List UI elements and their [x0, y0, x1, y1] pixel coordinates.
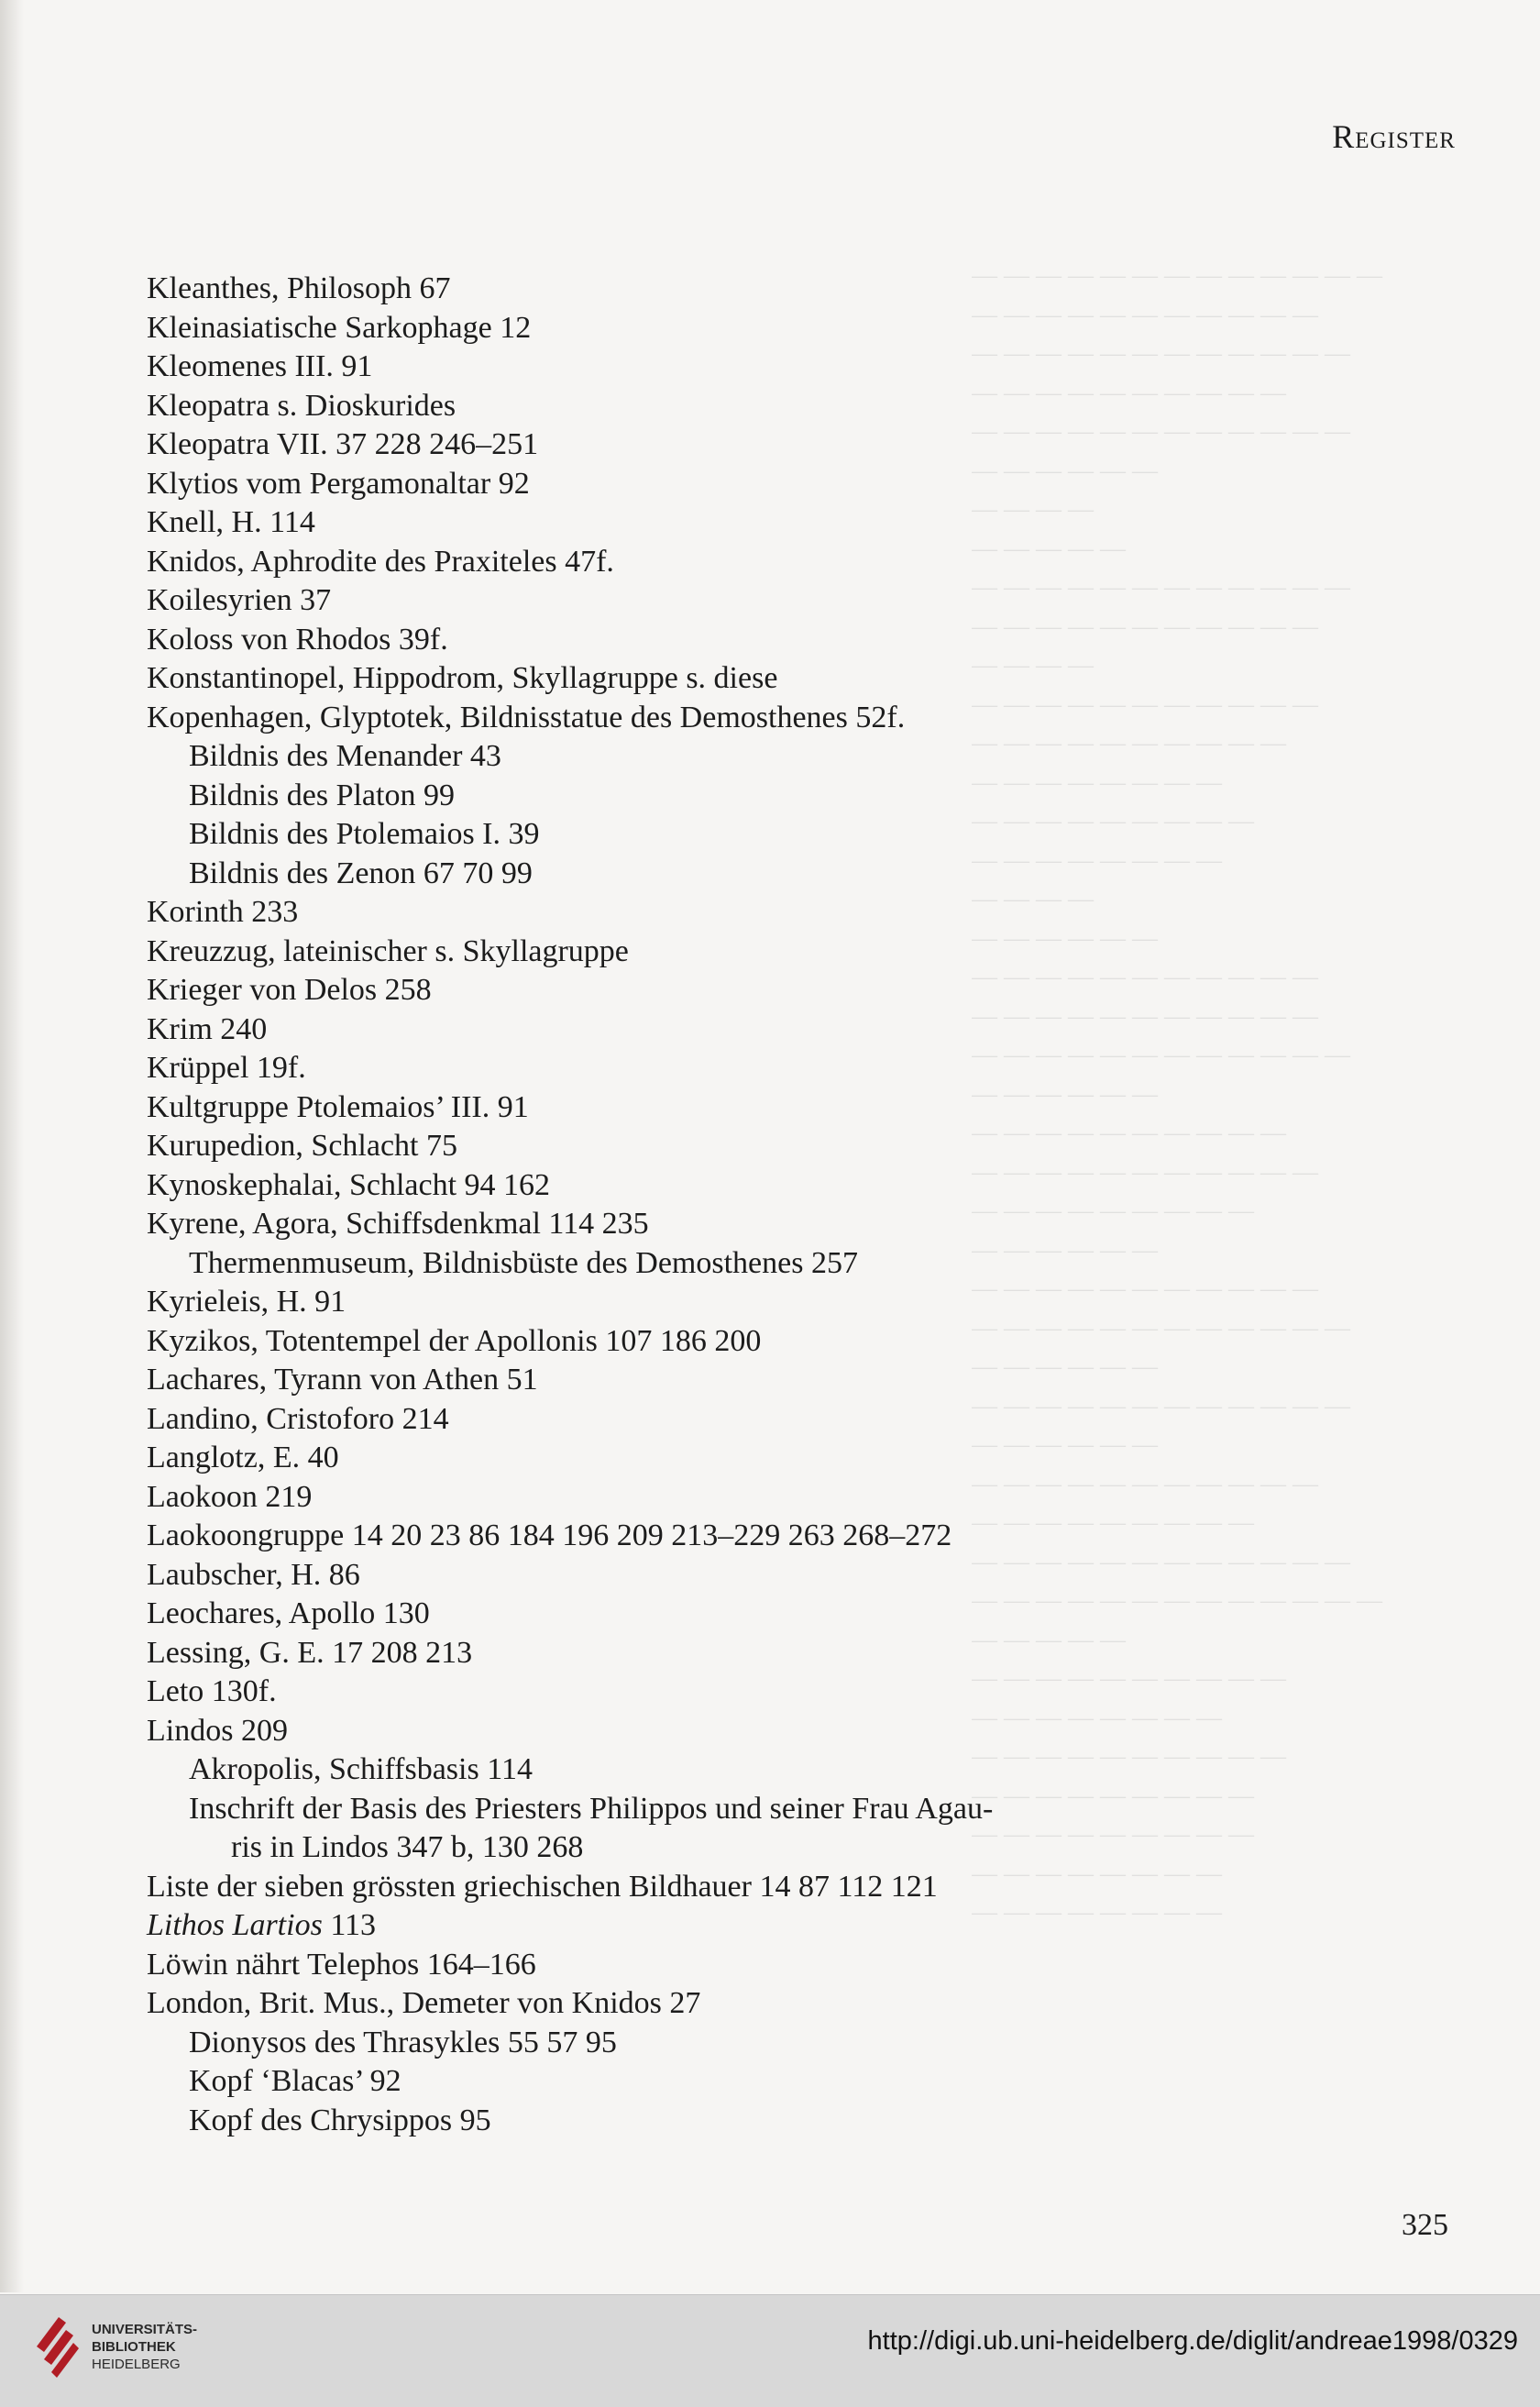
source-url-link[interactable]: http://digi.ub.uni-heidelberg.de/diglit/andreae1998/0329 — [867, 2326, 1518, 2356]
bleed-through-text: — — — — — — — — — — — — — — — — — — — — — — — — — — — — — — — — — — — — — — — — — — — — — — — — — — — — — — — — — — — — — — — — — — — — — — — — — — — — — — — — — — — — — — — — — — — — — — — — — — — — — — — — — — — — — — — — — — — — — — — — — — — — — — — — — — — — — — — — — — — — — — — — — — — — — — — — — — — — — — — — — — — — — — — — — — — — — — — — — — — — — — — — — — — — — — — — — — — — — — — — — — — — — — — — — — — — — — — — — — — — — — — — — — — — — — — — — — — — — — — — — — — — — — — — — — — — — — — — — — — — — — — — — — — — — — — — — — — — — — — — — — — — — — — — — — — — — — — — — — — — — — — — — — — — — — — — — — — — — — — — — — — — — — — — — — — — — — — — — — — — — — — — — — — — — — — — — — — — — — — — — — — — — — — — — — — — — — — — — — — — — — — — — — — — — — — — [972, 261, 1382, 1927]
index-entry: Knidos, Aphrodite des Praxiteles 47f. — [147, 544, 614, 579]
index-entry: Kopenhagen, Glyptotek, Bildnisstatue des Demosthenes 52f. — [147, 700, 906, 734]
library-name: UNIVERSITÄTS- BIBLIOTHEK HEIDELBERG — [92, 2322, 198, 2372]
index-subentry: Akropolis, Schiffsbasis 114 — [189, 1752, 533, 1786]
library-footer-bar — [0, 2294, 1540, 2407]
index-subentry: ris in Lindos 347 b, 130 268 — [231, 1830, 584, 1864]
index-entry: Knell, H. 114 — [147, 505, 315, 539]
index-subentry: Inschrift der Basis des Priesters Philippos und seiner Frau Agau- — [189, 1791, 994, 1826]
index-subentry: Bildnis des Platon 99 — [189, 778, 455, 812]
index-entry: Kurupedion, Schlacht 75 — [147, 1129, 457, 1163]
index-entry: Kleopatra s. Dioskurides — [147, 388, 456, 423]
index-entry: Lachares, Tyrann von Athen 51 — [147, 1363, 538, 1397]
index-entry: Kreuzzug, lateinischer s. Skyllagruppe — [147, 933, 629, 968]
index-entry: Löwin nährt Telephos 164–166 — [147, 1947, 536, 1982]
index-entry: Laokoon 219 — [147, 1479, 313, 1514]
index-subentry: Kopf des Chrysippos 95 — [189, 2103, 491, 2137]
index-entry: Krim 240 — [147, 1011, 268, 1046]
page-spine-shadow — [0, 0, 24, 2292]
register-entry-list — [147, 270, 1155, 2140]
index-entry: Krüppel 19f. — [147, 1051, 306, 1085]
page-number: 325 — [1402, 2208, 1448, 2242]
index-entry: Klytios vom Pergamonaltar 92 — [147, 466, 530, 501]
index-entry: Koloss von Rhodos 39f. — [147, 622, 448, 657]
index-entry: Leochares, Apollo 130 — [147, 1596, 430, 1630]
index-entry: Laubscher, H. 86 — [147, 1557, 360, 1592]
library-logo-icon — [31, 2310, 82, 2383]
index-entry: Lindos 209 — [147, 1713, 288, 1748]
index-entry: Korinth 233 — [147, 895, 299, 929]
index-entry: Kultgruppe Ptolemaios’ III. 91 — [147, 1089, 529, 1124]
index-subentry: Thermenmuseum, Bildnisbüste des Demosthenes 257 — [189, 1245, 858, 1280]
index-entry: Kyrieleis, H. 91 — [147, 1285, 346, 1319]
index-subentry: Dionysos des Thrasykles 55 57 95 — [189, 2025, 617, 2059]
index-entry: Konstantinopel, Hippodrom, Skyllagruppe s. diese — [147, 661, 778, 695]
index-subentry: Kopf ‘Blacas’ 92 — [189, 2064, 402, 2098]
index-entry: Kleopatra VII. 37 228 246–251 — [147, 427, 539, 461]
index-subentry: Bildnis des Ptolemaios I. 39 — [189, 817, 540, 851]
index-entry: Kleanthes, Philosoph 67 — [147, 271, 451, 305]
index-entry: Krieger von Delos 258 — [147, 973, 432, 1007]
index-entry: Liste der sieben grössten griechischen Bildhauer 14 87 112 121 — [147, 1869, 938, 1904]
index-entry: Lithos Lartios 113 — [147, 1908, 377, 1942]
index-entry: Langlotz, E. 40 — [147, 1441, 339, 1474]
index-entry: Lessing, G. E. 17 208 213 — [147, 1635, 473, 1670]
index-subentry: Bildnis des Menander 43 — [189, 739, 501, 773]
index-entry: Kynoskephalai, Schlacht 94 162 — [147, 1167, 551, 1202]
index-entry: Kyrene, Agora, Schiffsdenkmal 114 235 — [147, 1207, 649, 1241]
index-entry: Kyzikos, Totentempel der Apollonis 107 186 200 — [147, 1323, 762, 1358]
index-entry: London, Brit. Mus., Demeter von Knidos 27 — [147, 1986, 701, 2020]
index-subentry: Bildnis des Zenon 67 70 99 — [189, 856, 533, 890]
running-header: Register — [1332, 118, 1456, 155]
index-entry: Laokoongruppe 14 20 23 86 184 196 209 213–229 263 268–272 — [147, 1518, 952, 1552]
index-entry: Koilesyrien 37 — [147, 583, 332, 617]
index-entry: Leto 130f. — [147, 1674, 277, 1708]
index-entry: Kleinasiatische Sarkophage 12 — [147, 310, 532, 345]
index-entry: Landino, Cristoforo 214 — [147, 1401, 449, 1436]
index-entry: Kleomenes III. 91 — [147, 349, 373, 383]
